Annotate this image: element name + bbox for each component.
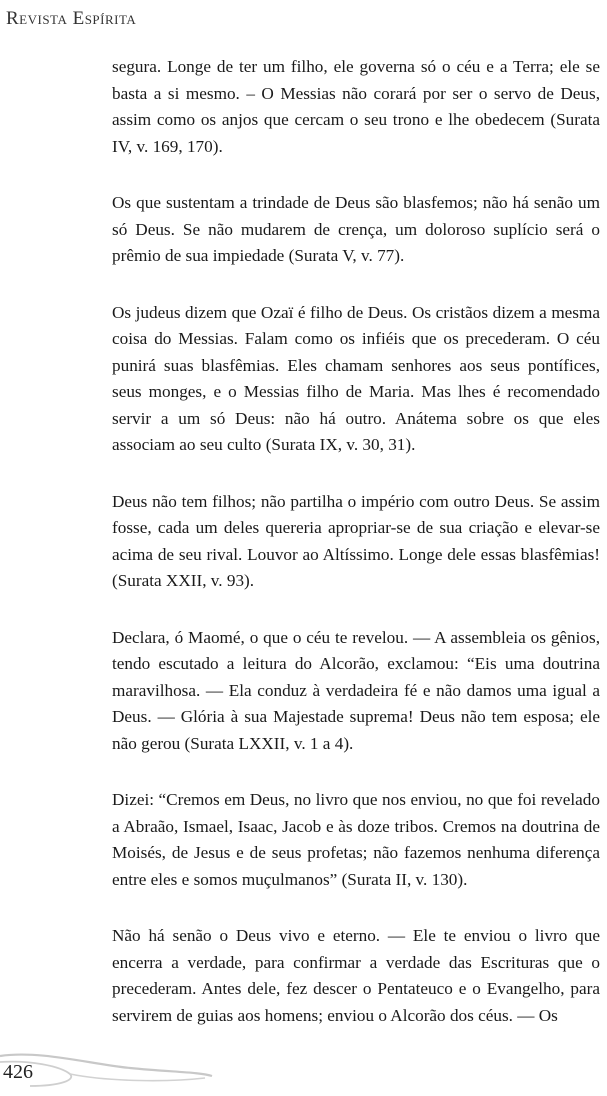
paragraph: Os que sustentam a trindade de Deus são blasfemos; não há senão um só Deus. Se não mudarem de crença, um doloroso suplício será o prêmio de sua impiedade (Surata V, v. 77).	[112, 193, 600, 265]
swoosh-ornament-icon	[0, 1042, 230, 1092]
paragraph: Não há senão o Deus vivo e eterno. — Ele te enviou o livro que encerra a verdade, para confirmar a verdade das Escrituras que o precederam. Antes dele, fez descer o Pentateuco e o Evangelho, para servirem de guias aos homens; enviou o Alcorão dos céus. — Os	[112, 926, 600, 1025]
paragraph: Dizei: “Cremos em Deus, no livro que nos enviou, no que foi revelado a Abraão, Ismael, Isaac, Jacob e às doze tribos. Cremos na doutrina de Moisés, de Jesus e de seus profetas; não fazemos nenhuma diferença entre eles e somos muçulmanos” (Surata II, v. 130).	[112, 790, 600, 889]
paragraph: Os judeus dizem que Ozaï é filho de Deus. Os cristãos dizem a mesma coisa do Messias. Falam como os infiéis que os precederam. O céu punirá suas blasfêmias. Eles chamam senhores aos seus pontífices, seus monges, e o Messias filho de Maria. Mas lhes é recomendado servir a um só Deus: não há outro. Anátema sobre os que eles associam ao seu culto (Surata IX, v. 30, 31).	[112, 302, 600, 454]
page-footer	[0, 1042, 230, 1092]
running-header: Revista Espírita	[6, 8, 137, 29]
paragraph: Declara, ó Maomé, o que o céu te revelou. — A assembleia os gênios, tendo escutado a leitura do Alcorão, exclamou: “Eis uma doutrina maravilhosa. — Ela conduz à verdadeira fé e não damos uma igual a Deus. — Glória à sua Majestade suprema! Deus não tem esposa; ele não gerou (Surata LXXII, v. 1 a 4).	[112, 627, 600, 753]
paragraph: Deus não tem filhos; não partilha o império com outro Deus. Se assim fosse, cada um deles quereria apropriar-se de sua criação e elevar-se acima de seu rival. Louvor ao Altíssimo. Longe dele essas blasfêmias! (Surata XXII, v. 93).	[112, 491, 600, 590]
page-body	[112, 54, 600, 1059]
page-number: 426	[3, 1061, 33, 1083]
paragraph: segura. Longe de ter um filho, ele governa só o céu e a Terra; ele se basta a si mesmo. – O Messias não corará por ser o servo de Deus, assim como os anjos que cercam o seu trono e lhe obedecem (Surata IV, v. 169, 170).	[112, 57, 600, 156]
